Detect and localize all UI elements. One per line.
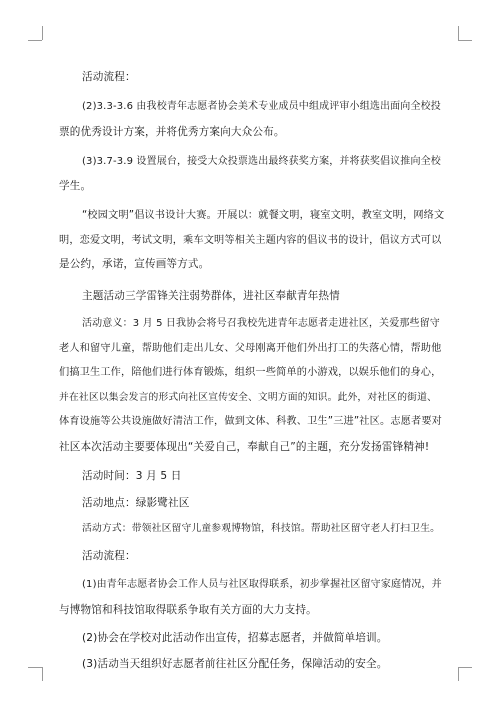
text-line: (2)3.3-3.6 由我校青年志愿者协会美术专业成员中组成评审小组选出面向全校投	[82, 101, 441, 112]
text-line: 活动地点：绿影鹭社区	[82, 497, 190, 509]
text-line: 并在社区以集会发言的形式向社区宣传安全、文明方面的知识。此外，对社区的街道、	[59, 392, 437, 403]
text-line: “校园文明”倡议书设计大赛。开展以：就餐文明，寝室文明，教室文明，网络文	[82, 210, 445, 221]
text-line: 是公约，承诺，宣传画等方式。	[59, 258, 210, 270]
text-line: 票的优秀设计方案，并将优秀方案向大众公布。	[59, 126, 285, 138]
text-line: 活动方式：带领社区留守儿童参观博物馆，科技馆。帮助社区留守老人打扫卫生。	[82, 523, 441, 534]
text-line: 社区本次活动主要要体现出“关爱自己，奉献自己”的主题，充分发扬雷锋精神!	[59, 441, 430, 453]
text-line: 与博物馆和科技馆取得联系争取有关方面的大力支持。	[59, 604, 317, 616]
section-heading: 主题活动三学雷锋关注弱势群体，进社区奉献青年热情	[82, 290, 340, 302]
text-line: 明，恋爱文明，考试文明，乘车文明等相关主题内容的倡议书的设计，倡议方式可以	[59, 235, 442, 246]
text-line: (3)3.7-3.9 设置展台，接受大众投票选出最终获奖方案，并将获奖倡议推向全校	[82, 156, 441, 167]
text-line: 老人和留守儿童，帮助他们走出儿女、父母刚离开他们外出打工的失落心情，帮助他	[59, 343, 442, 354]
text-line: (1)由青年志愿者协会工作人员与社区取得联系，初步掌握社区留守家庭情况，并	[82, 579, 442, 590]
text-line: 活动流程：	[82, 71, 136, 83]
text-line: 体育设施等公共设施做好清洁工作，做到文体、科教、卫生”三进”社区。志愿者要对	[59, 416, 443, 427]
text-line: (3)活动当天组织好志愿者前往社区分配任务，保障活动的安全。	[82, 658, 388, 670]
text-line: (2)协会在学校对此活动作出宣传，招募志愿者，并做简单培训。	[82, 632, 388, 644]
text-line: 活动流程：	[82, 550, 136, 562]
text-line: 学生。	[59, 180, 92, 192]
text-line: 活动意义：3 月 5 日我协会将号召我校先进青年志愿者走进社区，关爱那些留守	[82, 318, 440, 329]
text-line: 活动时间：3 月 5 日	[82, 470, 182, 482]
text-line: 们搞卫生工作，陪他们进行体育锻炼，组织一些简单的小游戏，以娱乐他们的身心，	[59, 367, 442, 378]
